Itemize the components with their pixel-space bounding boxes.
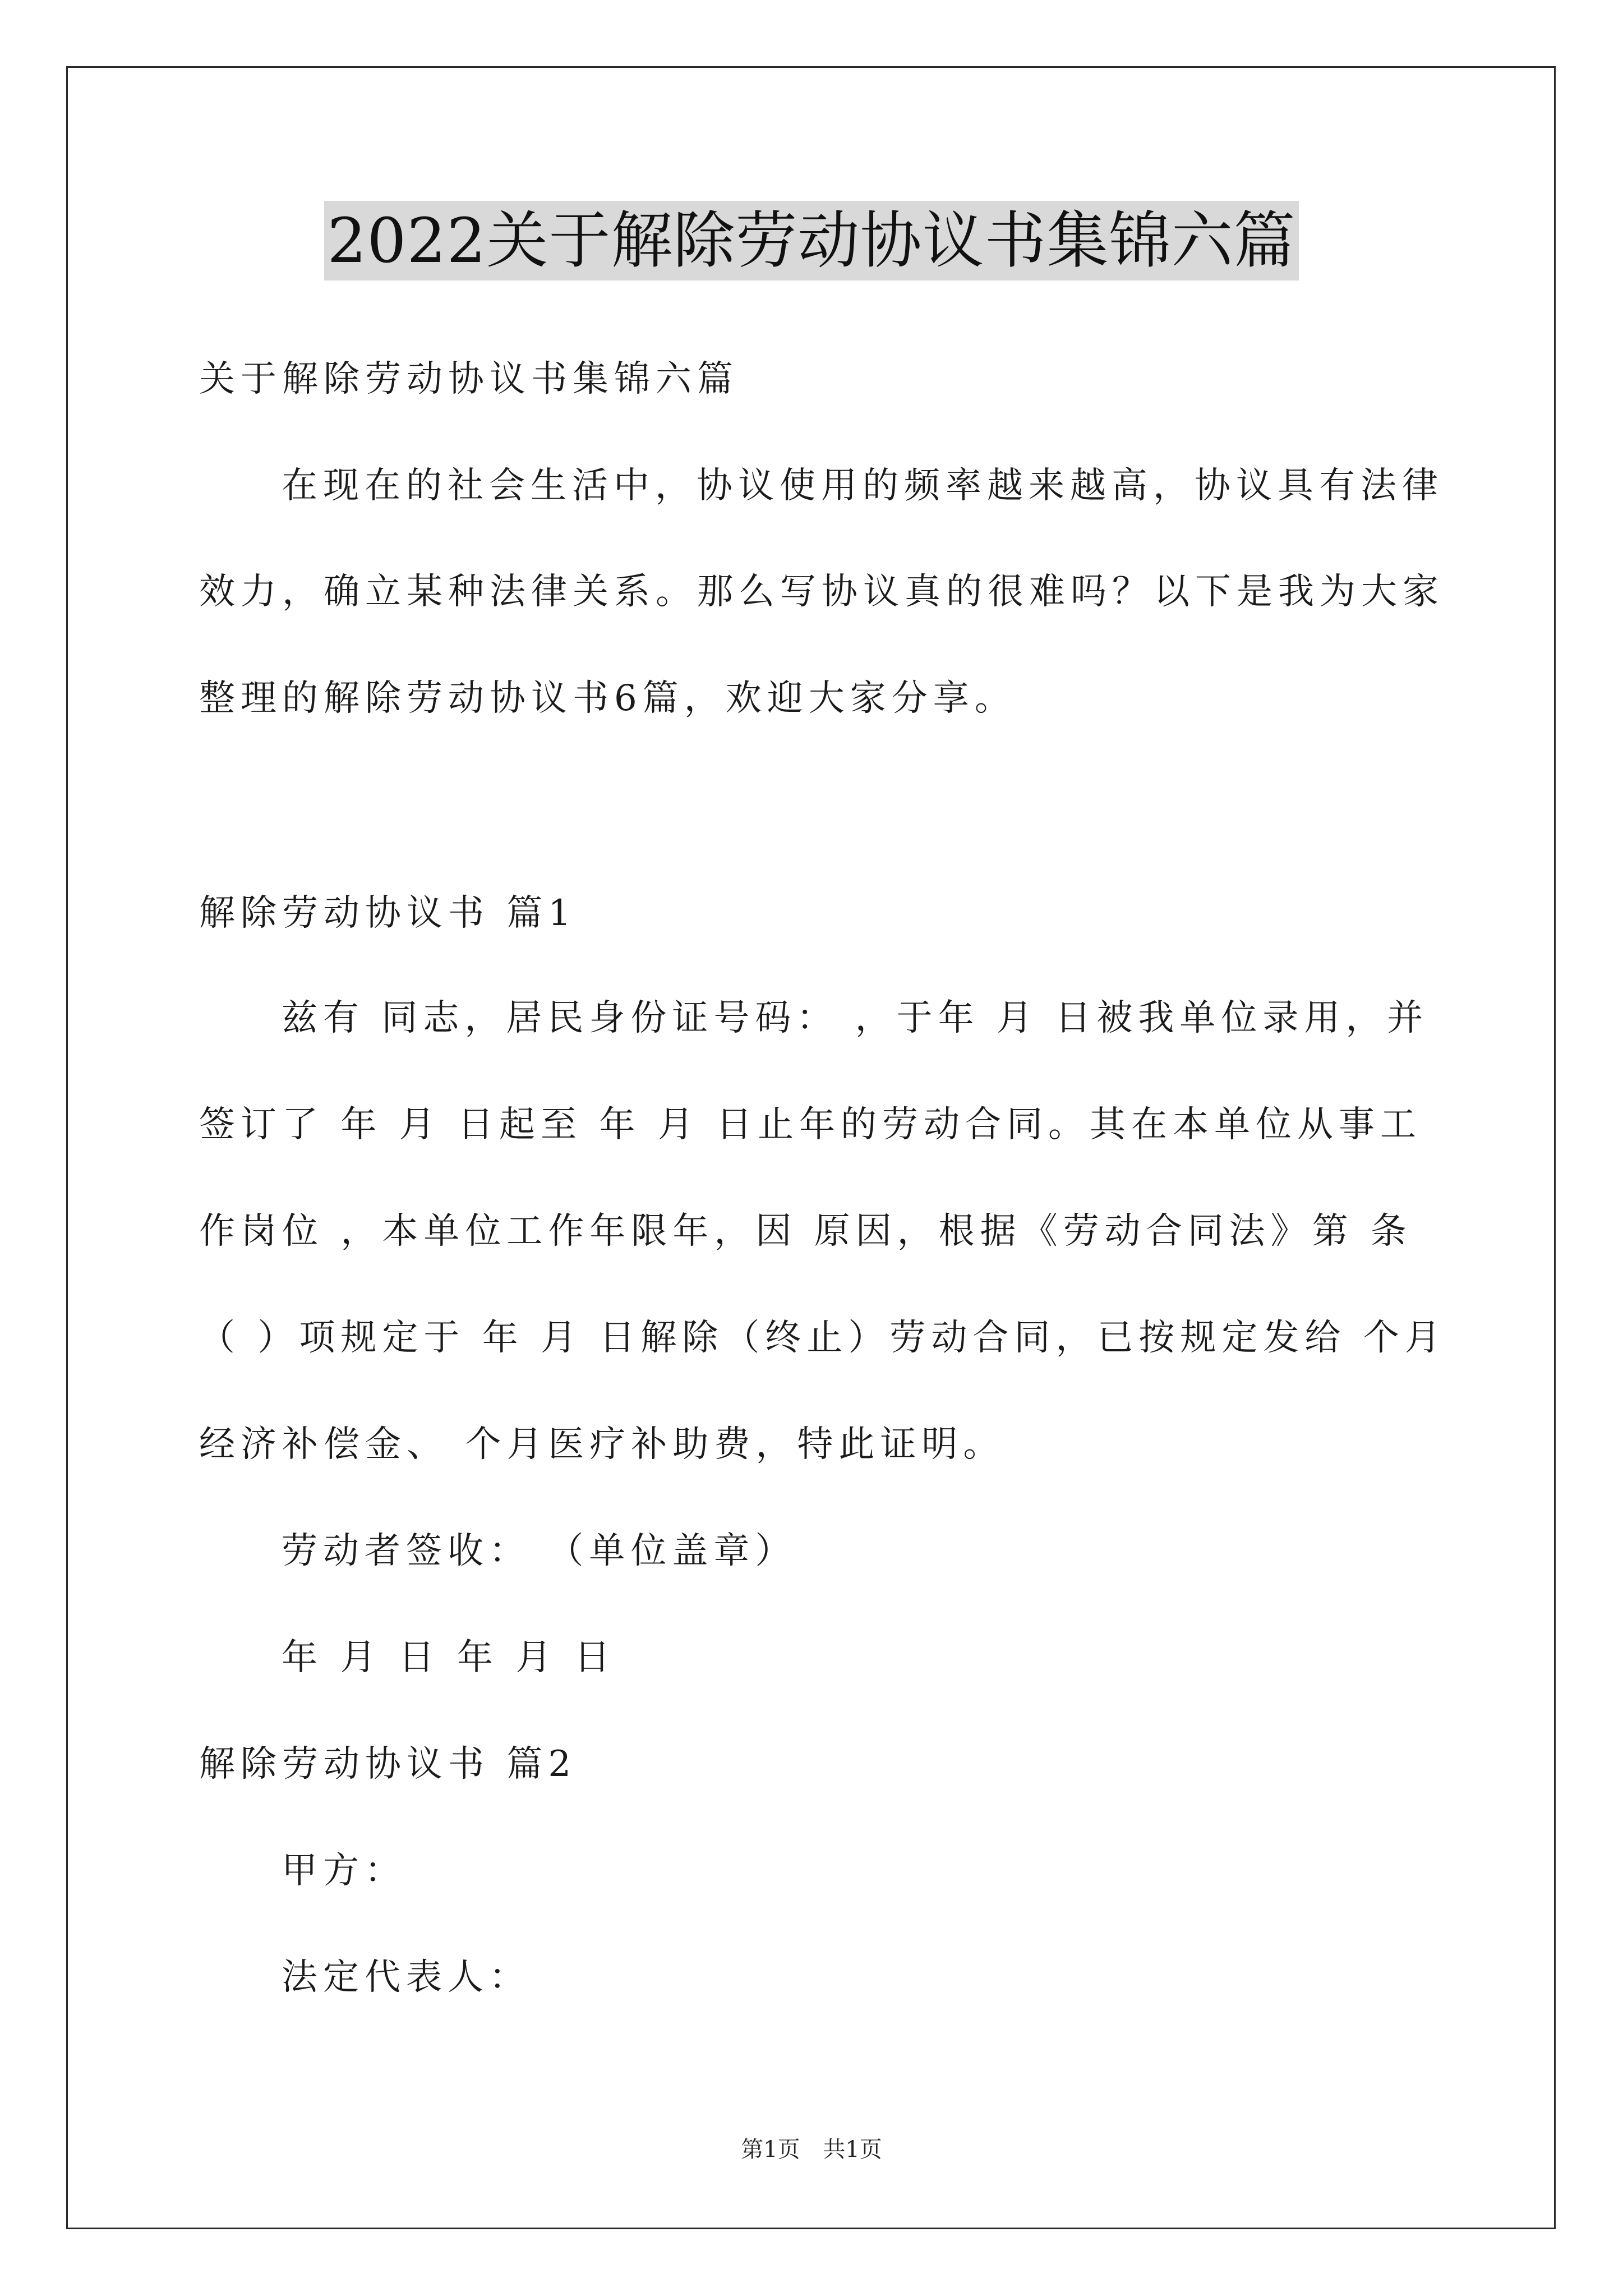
body-line-1: 兹有 同志，居民身份证号码： ，于年 月 日被我单位录用，并 [282,997,1429,1039]
body-line-3: 作岗位 ，本单位工作年限年，因 原因，根据《劳动合同法》第 条 [199,1211,1413,1252]
page-number: 第1页 [741,2137,800,2162]
subtitle-line: 关于解除劳动协议书集锦六篇 [199,358,739,400]
document-title: 2022关于解除劳动协议书集锦六篇 [324,201,1299,280]
date-line: 年 月 日 年 月 日 [282,1637,616,1678]
intro-line-2: 效力，确立某种法律关系。那么写协议真的很难吗？以下是我为大家 [199,571,1444,613]
body-line-2: 签订了 年 月 日起至 年 月 日止年的劳动合同。其在本单位从事工 [199,1104,1422,1145]
title-container [0,201,1623,280]
body-line-5: 经济补偿金、 个月医疗补助费，特此证明。 [199,1424,1005,1465]
intro-line-1: 在现在的社会生活中，协议使用的频率越来越高，协议具有法律 [282,465,1444,507]
intro-line-3: 整理的解除劳动协议书6篇，欢迎大家分享。 [199,678,1016,719]
page-footer [0,2136,1623,2164]
body-line-4: （ ）项规定于 年 月 日解除（终止）劳动合同，已按规定发给 个月 [199,1317,1446,1359]
section-heading-2: 解除劳动协议书 篇2 [199,1743,577,1785]
legal-rep-line: 法定代表人： [282,1957,531,1998]
party-a-line: 甲方： [282,1850,406,1892]
page-total: 共1页 [823,2137,882,2162]
section-heading-1: 解除劳动协议书 篇1 [199,892,577,934]
signature-line: 劳动者签收： （单位盖章） [282,1530,797,1572]
